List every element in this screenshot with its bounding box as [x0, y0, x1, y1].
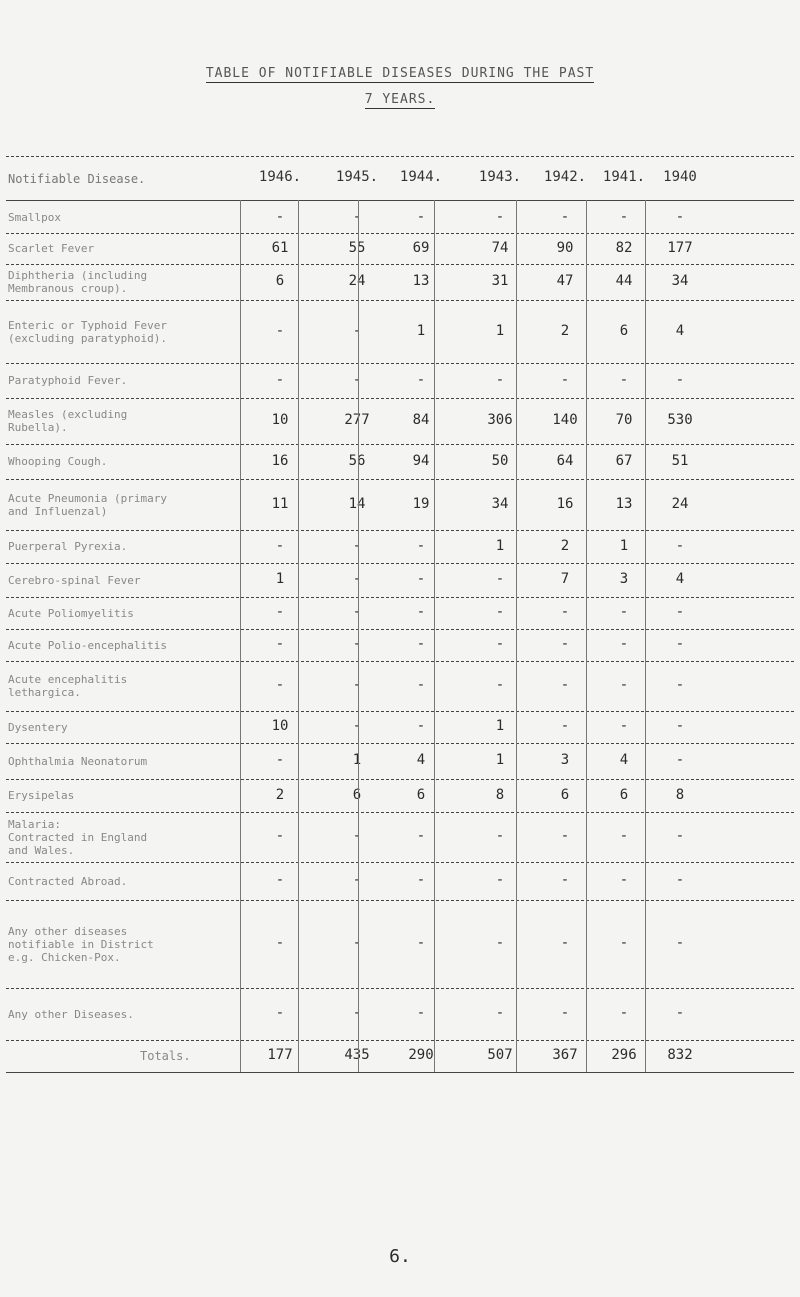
column-rule [240, 200, 241, 1072]
row-rule [6, 900, 794, 901]
title-line-2: 7 YEARS. [364, 92, 436, 107]
case-count: - [495, 604, 505, 620]
case-count: 70 [615, 412, 633, 428]
case-count: - [675, 718, 685, 734]
case-count: - [416, 872, 426, 888]
case-count: 3 [560, 752, 570, 768]
case-count: - [675, 371, 685, 388]
case-count: 13 [615, 495, 633, 512]
disease-label: Measles (excluding Rubella). [8, 408, 128, 434]
case-count: - [495, 208, 505, 225]
case-count: 1 [619, 537, 629, 554]
case-count: - [352, 537, 362, 554]
row-rule [6, 398, 794, 399]
case-count: 1 [495, 537, 505, 554]
total-value: 507 [487, 1047, 513, 1063]
year-header: 1943. [478, 169, 522, 185]
case-count: - [352, 872, 362, 888]
case-count: - [560, 1005, 570, 1021]
case-count: - [275, 537, 285, 554]
case-count: - [416, 571, 426, 587]
case-count: - [675, 828, 685, 844]
case-count: - [675, 752, 685, 768]
total-value: 367 [552, 1047, 578, 1063]
case-count: - [416, 208, 426, 225]
case-count: 47 [556, 273, 574, 289]
case-count: - [675, 208, 685, 225]
case-count: - [560, 636, 570, 652]
case-count: 19 [412, 495, 430, 512]
case-count: - [619, 371, 629, 388]
row-rule [6, 661, 794, 662]
row-rule [6, 479, 794, 480]
disease-label: Cerebro-spinal Fever [8, 573, 141, 587]
case-count: 306 [487, 412, 513, 428]
case-count: 6 [275, 273, 285, 289]
case-count: - [352, 604, 362, 620]
case-count: - [619, 935, 629, 951]
case-count: 84 [412, 412, 430, 428]
disease-label: Paratyphoid Fever. [8, 374, 128, 387]
totals-label: Totals. [140, 1048, 191, 1063]
row-rule [6, 1040, 794, 1041]
case-count: - [675, 636, 685, 652]
case-count: - [416, 537, 426, 554]
case-count: 1 [495, 322, 505, 339]
row-rule [6, 530, 794, 531]
case-count: 50 [491, 452, 509, 469]
top-rule [6, 156, 794, 157]
case-count: 6 [416, 786, 426, 803]
case-count: - [560, 677, 570, 693]
case-count: - [619, 872, 629, 888]
disease-label: Enteric or Typhoid Fever (excluding paratyphoid). [8, 318, 167, 345]
case-count: 1 [352, 752, 362, 768]
case-count: 4 [675, 571, 685, 587]
case-count: - [495, 1005, 505, 1021]
case-count: - [619, 604, 629, 620]
case-count: - [275, 677, 285, 693]
row-rule [6, 363, 794, 364]
case-count: - [352, 322, 362, 339]
case-count: - [495, 872, 505, 888]
disease-label: Puerperal Pyrexia. [8, 540, 128, 553]
case-count: 16 [556, 495, 574, 512]
case-count: - [619, 1005, 629, 1021]
case-count: 24 [671, 495, 689, 512]
case-count: 34 [671, 273, 689, 289]
case-count: - [352, 1005, 362, 1021]
case-count: - [416, 677, 426, 693]
case-count: - [352, 828, 362, 844]
column-header-label: Notifiable Disease. [8, 172, 146, 186]
table-title [0, 66, 800, 81]
case-count: - [619, 677, 629, 693]
column-rule [434, 200, 435, 1072]
case-count: 24 [348, 273, 366, 289]
row-rule [6, 444, 794, 445]
case-count: 6 [619, 786, 629, 803]
case-count: 82 [615, 239, 633, 256]
disease-label: Dysentery [8, 720, 68, 734]
column-rule [516, 200, 517, 1072]
case-count: - [352, 208, 362, 225]
case-count: 8 [675, 786, 685, 803]
case-count: - [619, 208, 629, 225]
case-count: - [275, 935, 285, 951]
row-rule [6, 779, 794, 780]
title-line-1: TABLE OF NOTIFIABLE DISEASES DURING THE PAST [205, 66, 595, 81]
row-rule [6, 264, 794, 265]
case-count: 14 [348, 495, 366, 512]
case-count: - [560, 872, 570, 888]
row-rule [6, 233, 794, 234]
case-count: - [275, 322, 285, 339]
case-count: - [275, 636, 285, 652]
case-count: 74 [491, 239, 509, 256]
case-count: 67 [615, 452, 633, 469]
year-header: 1942. [543, 169, 587, 185]
case-count: 1 [495, 718, 505, 734]
case-count: - [352, 571, 362, 587]
disease-label: Any other Diseases. [8, 1007, 134, 1021]
year-header: 1940 [663, 169, 697, 185]
case-count: - [352, 718, 362, 734]
case-count: - [675, 677, 685, 693]
row-rule [6, 812, 794, 813]
disease-label: Scarlet Fever [8, 242, 95, 255]
disease-label: Malaria: Contracted in England and Wales. [8, 817, 148, 857]
case-count: 44 [615, 273, 633, 289]
case-count: - [495, 935, 505, 951]
case-count: - [619, 718, 629, 734]
disease-label: Acute encephalitis lethargica. [8, 673, 128, 699]
case-count: 4 [416, 752, 426, 768]
disease-label: Contracted Abroad. [8, 874, 128, 888]
case-count: 7 [560, 571, 570, 587]
case-count: - [560, 828, 570, 844]
case-count: - [619, 828, 629, 844]
case-count: 1 [416, 322, 426, 339]
row-rule [6, 711, 794, 712]
disease-label: Acute Poliomyelitis [8, 606, 134, 620]
case-count: 56 [348, 452, 366, 469]
case-count: - [675, 537, 685, 554]
case-count: - [560, 718, 570, 734]
case-count: - [352, 371, 362, 388]
disease-label: Ophthalmia Neonatorum [8, 754, 148, 768]
disease-label: Acute Pneumonia (primary and Influenzal) [8, 491, 167, 518]
case-count: 90 [556, 239, 574, 256]
year-header: 1944. [399, 169, 443, 185]
case-count: 1 [275, 571, 285, 587]
case-count: - [352, 636, 362, 652]
case-count: 2 [560, 537, 570, 554]
case-count: 6 [560, 786, 570, 803]
total-value: 435 [344, 1047, 370, 1063]
case-count: - [275, 1005, 285, 1021]
row-rule [6, 1072, 794, 1073]
case-count: - [416, 718, 426, 734]
case-count: - [275, 828, 285, 844]
case-count: - [275, 208, 285, 225]
year-header: 1941. [602, 169, 646, 185]
header-rule [6, 200, 794, 201]
case-count: 3 [619, 571, 629, 587]
column-rule [586, 200, 587, 1072]
case-count: 61 [271, 239, 289, 256]
case-count: 31 [491, 273, 509, 289]
case-count: 64 [556, 452, 574, 469]
case-count: 6 [619, 322, 629, 339]
case-count: - [352, 935, 362, 951]
case-count: 277 [344, 412, 370, 428]
row-rule [6, 743, 794, 744]
case-count: 94 [412, 452, 430, 469]
case-count: 34 [491, 495, 509, 512]
case-count: 69 [412, 239, 430, 256]
row-rule [6, 563, 794, 564]
case-count: 6 [352, 786, 362, 803]
column-rule [645, 200, 646, 1072]
year-header: 1946. [258, 169, 302, 185]
total-value: 832 [667, 1047, 693, 1063]
case-count: - [416, 636, 426, 652]
case-count: - [560, 935, 570, 951]
case-count: - [560, 371, 570, 388]
case-count: 16 [271, 452, 289, 469]
case-count: 4 [675, 322, 685, 339]
page-number: 6. [389, 1246, 411, 1267]
case-count: 530 [667, 412, 693, 428]
case-count: - [416, 935, 426, 951]
total-value: 290 [408, 1047, 434, 1063]
total-value: 177 [267, 1047, 293, 1063]
row-rule [6, 300, 794, 301]
disease-label: Any other diseases notifiable in District e.g. Chicken-Pox. [8, 924, 154, 964]
disease-label: Smallpox [8, 211, 61, 224]
year-header: 1945. [335, 169, 379, 185]
row-rule [6, 597, 794, 598]
row-rule [6, 988, 794, 989]
row-rule [6, 862, 794, 863]
case-count: - [416, 828, 426, 844]
case-count: - [675, 935, 685, 951]
total-value: 296 [611, 1047, 637, 1063]
case-count: 140 [552, 412, 578, 428]
case-count: 55 [348, 239, 366, 256]
case-count: 11 [271, 495, 289, 512]
column-rule [358, 200, 359, 1072]
case-count: 51 [671, 452, 689, 469]
case-count: 2 [275, 786, 285, 803]
case-count: - [675, 872, 685, 888]
case-count: - [416, 371, 426, 388]
case-count: - [416, 1005, 426, 1021]
case-count: 10 [271, 718, 289, 734]
case-count: 10 [271, 412, 289, 428]
case-count: 2 [560, 322, 570, 339]
case-count: - [495, 677, 505, 693]
disease-label: Erysipelas [8, 789, 75, 802]
case-count: 13 [412, 273, 430, 289]
table-subtitle [0, 92, 800, 107]
case-count: 177 [667, 239, 693, 256]
case-count: - [619, 636, 629, 652]
column-rule [298, 200, 299, 1072]
case-count: 4 [619, 752, 629, 768]
case-count: - [275, 872, 285, 888]
disease-label: Whooping Cough. [8, 455, 108, 468]
case-count: - [560, 604, 570, 620]
case-count: - [560, 208, 570, 225]
case-count: - [352, 677, 362, 693]
disease-label: Acute Polio-encephalitis [8, 638, 167, 652]
case-count: - [275, 604, 285, 620]
case-count: 8 [495, 786, 505, 803]
case-count: - [495, 636, 505, 652]
disease-label: Diphtheria (including Membranous croup). [8, 269, 148, 295]
case-count: 1 [495, 752, 505, 768]
case-count: - [495, 371, 505, 388]
case-count: - [495, 828, 505, 844]
case-count: - [495, 571, 505, 587]
case-count: - [675, 1005, 685, 1021]
case-count: - [275, 752, 285, 768]
case-count: - [675, 604, 685, 620]
row-rule [6, 629, 794, 630]
case-count: - [416, 604, 426, 620]
case-count: - [275, 371, 285, 388]
